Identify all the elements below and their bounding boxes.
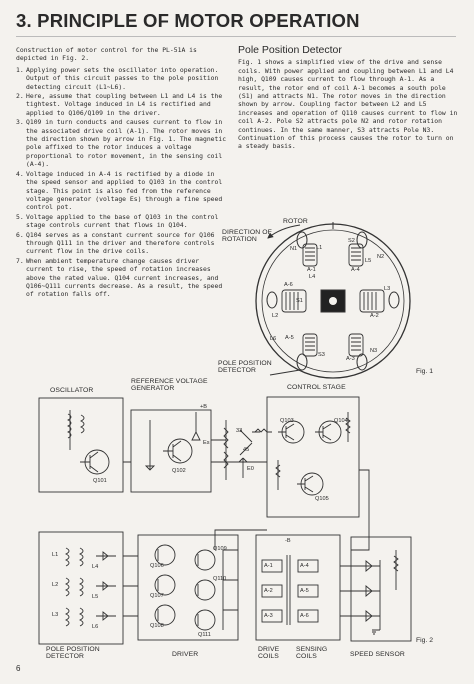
q108-label: Q108 <box>150 623 164 629</box>
speedsensor-label: SPEED SENSOR <box>350 651 405 658</box>
eo-label: E0 <box>247 466 254 472</box>
detector-paragraph: Fig. 1 shows a simplified view of the drive and sense coils. With power applied and coupling between L1 and L4 high, Q109 causes current to flow through A-1. As a result, the rotor end of coil A-1 becomes a south pole (S1) and attracts N1. The rotor moves in the direction shown by arrow. Coupling factor between L2 and L5 increases and operation of Q110 causes current to flow in coil A-2. Pole S2 attracts pole N2 and rotor rotation continues. In the same manner, S3 attracts Pole N3. Continuation of this process causes the rotor to turn on a steady basis. <box>238 58 458 151</box>
fig2-a5: A-5 <box>300 588 309 594</box>
drivecoils-label: DRIVE COILS <box>258 646 280 661</box>
fig2-a3: A-3 <box>264 613 273 619</box>
coil-a1: A-1 <box>307 267 316 273</box>
q109-label: Q109 <box>213 546 227 552</box>
ppd-coils <box>66 548 116 626</box>
es-label: Es <box>203 440 210 446</box>
driver-transistors <box>155 545 238 630</box>
fig2-drawing <box>39 397 411 644</box>
coil-a5: A-5 <box>285 335 294 341</box>
q111-label: Q111 <box>198 632 211 638</box>
fig2-a4: A-4 <box>300 563 309 569</box>
r45-label: 45 <box>243 447 250 453</box>
step-item: 2. Here, assume that coupling between L1 and L4 is the tightest. Voltage induced in L4 is rectified and applied to Q106/Q109 in the driver. <box>16 92 223 117</box>
pole-n3: N3 <box>370 348 378 354</box>
fig2-l4: L4 <box>92 564 99 570</box>
refgen-label: REFERENCE VOLTAGE GENERATOR <box>131 378 208 393</box>
pole-s2: S2 <box>348 238 355 244</box>
coil-l2: L2 <box>272 313 279 319</box>
fig1-label: Fig. 1 <box>416 368 433 375</box>
fig2-l5: L5 <box>92 594 99 600</box>
plusb-label: +B <box>200 404 207 410</box>
intro-paragraph: Construction of motor control for the PL-51A is depicted in Fig. 2. <box>16 46 197 63</box>
fig2-a1: A-1 <box>264 563 273 569</box>
pole-n2: N2 <box>377 254 385 260</box>
minusb-label: -B <box>285 538 291 544</box>
control-label: CONTROL STAGE <box>287 384 346 391</box>
fig1-detector-label: POLE POSITION DETECTOR <box>218 360 272 375</box>
step-item: 4. Voltage induced in A-4 is rectified by a diode in the speed sensor and applied to Q103 in the control stage. This point is also fed from the reference voltage generator (voltage Es) through a fine speed control pot. <box>16 169 223 212</box>
oscillator-block <box>39 398 123 492</box>
pole-s3: S3 <box>318 352 325 358</box>
coil-l6: L6 <box>270 336 277 342</box>
control-block <box>267 397 359 517</box>
coil-a2: A-2 <box>370 313 379 319</box>
page-number: 6 <box>16 664 21 673</box>
fig2-label: Fig. 2 <box>416 637 433 644</box>
coil-l4: L4 <box>309 274 316 280</box>
coil-a6: A-6 <box>284 282 293 288</box>
step-item: 3. Q109 in turn conducts and causes current to flow in the associated drive coil (A-1). The rotor moves in the direction shown by arrow in Fig. 1. The magnetic pole affixed to the rotor induces a voltage proportional to rotor movement, in the sensing coil (A-4). <box>16 118 227 169</box>
oscillator-label: OSCILLATOR <box>50 387 94 394</box>
coil-a4: A-4 <box>351 267 360 273</box>
coil-a3: A-3 <box>346 356 355 362</box>
step-item: 1. Applying power sets the oscillator into operation. Output of this circuit passes to the pole position detecting circuit (L1~L6). <box>16 65 219 91</box>
speed-sensor-circuit <box>340 550 398 634</box>
r33-label: 33 <box>236 428 243 434</box>
fig2-l2: L2 <box>52 582 59 588</box>
q102-label: Q102 <box>172 468 186 474</box>
coil-l5: L5 <box>365 258 372 264</box>
speedsensor-block <box>351 537 411 641</box>
step-item: 7. When ambient temperature change causes driver current to rise, the speed of rotation increases above the rated value. Q104 current increases, and Q106~Q111 currents decrease. As a result, the speed of rotation falls off. <box>16 256 223 299</box>
sensecoils-label: SENSING COILS <box>296 646 328 661</box>
fig1-direction-label: DIRECTION OF ROTATION <box>222 229 272 244</box>
q104-label: Q104 <box>334 418 348 424</box>
fig1-drawing <box>256 222 410 378</box>
pole-s1: S1 <box>296 298 303 304</box>
step-item: 6. Q104 serves as a constant current source for Q106 through Q111 in the driver and therefore controls current flow in the drive coils. <box>16 230 215 256</box>
coil-l1: L1 <box>316 245 323 251</box>
driver-label: DRIVER <box>172 651 199 658</box>
fig2-a2: A-2 <box>264 588 273 594</box>
q101-label: Q101 <box>93 478 107 484</box>
fig2-a6: A-6 <box>300 613 309 619</box>
coil-l3: L3 <box>384 286 391 292</box>
q110-label: Q110 <box>213 576 227 582</box>
q105-label: Q105 <box>315 496 329 502</box>
fig1-rotor-label: ROTOR <box>283 218 308 225</box>
fig2-l6: L6 <box>92 624 99 630</box>
q107-label: Q107 <box>150 593 164 599</box>
section-title: 3. PRINCIPLE OF MOTOR OPERATION <box>16 10 360 31</box>
pole-n1: N1 <box>290 246 298 252</box>
q106-label: Q106 <box>150 563 164 569</box>
q103-label: Q103 <box>280 418 294 424</box>
step-item: 5. Voltage applied to the base of Q103 in the control stage controls current that flows in Q104. <box>16 212 219 230</box>
fig2-l3: L3 <box>52 612 59 618</box>
fig2-l1: L1 <box>52 552 59 558</box>
ppd-label: POLE POSITION DETECTOR <box>46 646 100 661</box>
subsection-heading: Pole Position Detector <box>238 44 342 56</box>
